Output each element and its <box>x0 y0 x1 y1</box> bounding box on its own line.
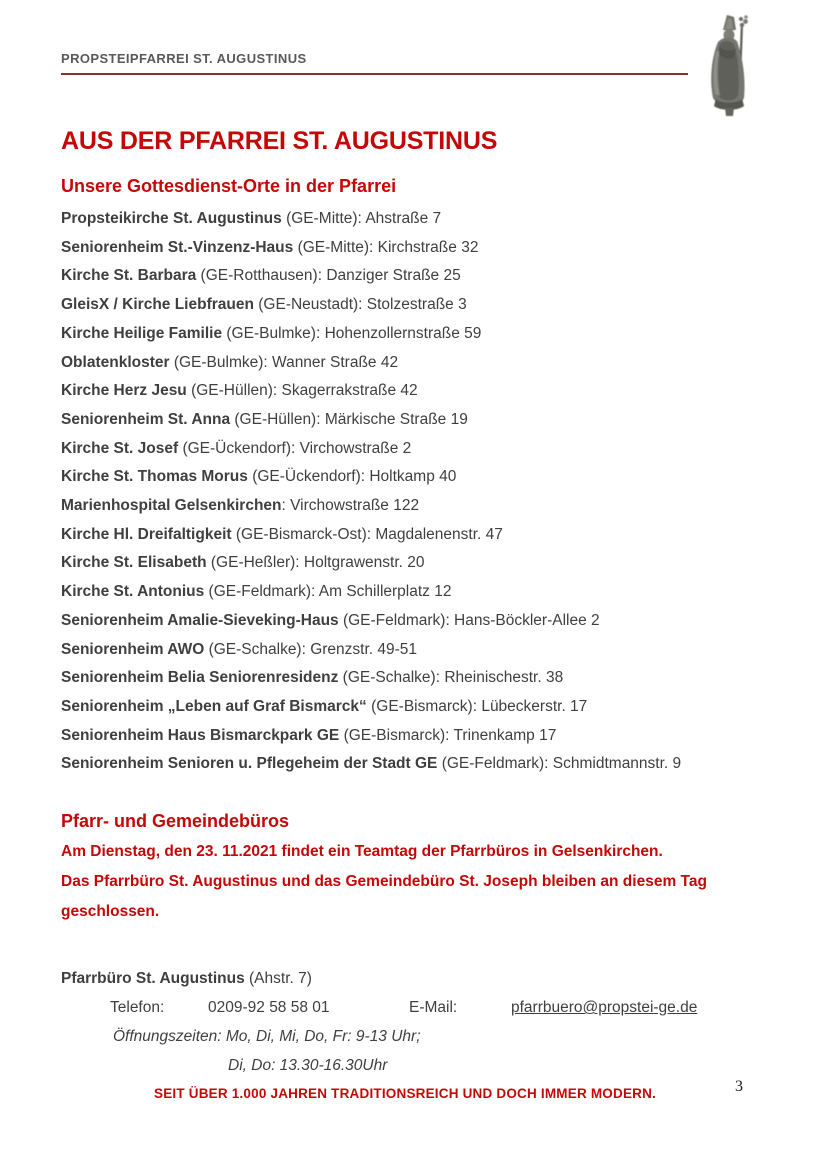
location-detail: (GE-Bulmke): Hohenzollernstraße 59 <box>222 324 482 342</box>
page-content <box>61 0 751 1080</box>
location-detail: (GE-Feldmark): Am Schillerplatz 12 <box>204 583 452 601</box>
header-brand: PROPSTEIPFARREI ST. AUGUSTINUS <box>61 51 307 66</box>
notice-line: geschlossen. <box>61 903 160 921</box>
location-detail: (GE-Hüllen): Skagerrakstraße 42 <box>186 382 418 400</box>
location-item <box>61 262 751 291</box>
location-item <box>61 607 751 636</box>
location-detail: (GE-Mitte): Ahstraße 7 <box>281 210 442 227</box>
phone-number: 0209-92 58 58 01 <box>208 999 330 1017</box>
location-detail: (GE-Neustadt): Stolzestraße 3 <box>253 296 467 314</box>
office-contact-block <box>61 964 751 1080</box>
location-name: Kirche Hl. Dreifaltigkeit <box>61 525 232 543</box>
notice-line: Am Dienstag, den 23. 11.2021 findet ein Teamtag der Pfarrbüros in Gelsenkirchen. <box>61 843 663 861</box>
office-name-row <box>61 964 751 993</box>
office-contact-row <box>61 993 751 1022</box>
location-name: Marienhospital Gelsenkirchen <box>61 497 282 515</box>
location-detail: (GE-Heßler): Holtgrawenstr. 20 <box>206 554 425 572</box>
email-link[interactable]: pfarrbuero@propstei-ge.de <box>511 999 698 1017</box>
location-name: Seniorenheim St. Anna <box>61 410 231 428</box>
location-name: Seniorenheim Amalie-Sieveking-Haus <box>61 611 339 629</box>
location-detail: (GE-Rotthausen): Danziger Straße 25 <box>196 267 461 285</box>
location-detail: (GE-Ückendorf): Virchowstraße 2 <box>178 439 412 457</box>
office-name: Pfarrbüro St. Augustinus <box>61 970 245 988</box>
page-number: 3 <box>735 1078 743 1095</box>
location-item <box>61 549 751 578</box>
location-detail: : Virchowstraße 122 <box>281 497 420 515</box>
office-closure-notice <box>61 837 751 927</box>
location-item <box>61 693 751 722</box>
location-item <box>61 349 751 378</box>
location-name: Seniorenheim Haus Bismarckpark GE <box>61 726 340 744</box>
location-item <box>61 492 751 521</box>
location-name: Kirche St. Elisabeth <box>61 554 207 572</box>
location-name: Kirche St. Antonius <box>61 583 205 601</box>
location-item <box>61 320 751 349</box>
location-name: Seniorenheim „Leben auf Graf Bismarck“ <box>61 697 367 715</box>
worship-section-heading: Unsere Gottesdienst-Orte in der Pfarrei <box>61 176 397 196</box>
location-name: Seniorenheim Senioren u. Pflegeheim der Stadt GE <box>61 755 438 773</box>
location-name: Kirche St. Barbara <box>61 267 197 285</box>
location-name: Seniorenheim AWO <box>61 640 205 658</box>
location-item <box>61 205 751 234</box>
location-detail: (GE-Bismarck): Lübeckerstr. 17 <box>366 697 588 715</box>
location-detail: (GE-Schalke): Grenzstr. 49-51 <box>204 640 418 658</box>
location-item <box>61 636 751 665</box>
location-item <box>61 406 751 435</box>
location-item <box>61 463 751 492</box>
location-detail: (GE-Schalke): Rheinischestr. 38 <box>338 669 564 687</box>
location-detail: (GE-Ückendorf): Holtkamp 40 <box>247 468 457 486</box>
location-detail: (GE-Bismarck): Trinenkamp 17 <box>339 726 557 744</box>
phone-label: Telefon: <box>110 999 165 1017</box>
page-title: AUS DER PFARREI ST. AUGUSTINUS <box>61 127 498 155</box>
location-item <box>61 435 751 464</box>
location-name: Oblatenkloster <box>61 353 170 371</box>
office-hours-line-2: Di, Do: 13.30-16.30Uhr <box>228 1057 388 1075</box>
location-item <box>61 291 751 320</box>
offices-section-heading: Pfarr- und Gemeindebüros <box>61 811 290 832</box>
location-item <box>61 521 751 550</box>
office-address: (Ahstr. 7) <box>244 970 312 988</box>
location-item <box>61 664 751 693</box>
notice-line: Das Pfarrbüro St. Augustinus und das Gemeindebüro St. Joseph bleiben an diesem Tag <box>61 873 707 891</box>
location-name: Seniorenheim Belia Seniorenresidenz <box>61 669 339 687</box>
location-detail: (GE-Bulmke): Wanner Straße 42 <box>169 353 399 371</box>
location-item <box>61 578 751 607</box>
location-detail: (GE-Bismarck-Ost): Magdalenenstr. 47 <box>231 525 503 543</box>
email-label: E-Mail: <box>409 999 458 1017</box>
location-name: Kirche Herz Jesu <box>61 382 187 400</box>
office-hours-line-1: Öffnungszeiten: Mo, Di, Mi, Do, Fr: 9-13 Uhr; <box>113 1028 421 1046</box>
document-header <box>61 50 688 75</box>
location-name: Kirche Heilige Familie <box>61 324 223 342</box>
location-detail: (GE-Feldmark): Hans-Böckler-Allee 2 <box>338 611 600 629</box>
location-name: Kirche St. Josef <box>61 439 179 457</box>
footer-slogan: SEIT ÜBER 1.000 JAHREN TRADITIONSREICH UND DOCH IMMER MODERN. <box>154 1086 656 1101</box>
worship-locations-list <box>61 205 751 779</box>
location-item <box>61 750 751 779</box>
location-name: Seniorenheim St.-Vinzenz-Haus <box>61 238 294 256</box>
location-name: Kirche St. Thomas Morus <box>61 468 248 486</box>
location-name: Propsteikirche St. Augustinus <box>61 210 282 227</box>
location-detail: (GE-Hüllen): Märkische Straße 19 <box>230 410 468 428</box>
location-detail: (GE-Feldmark): Schmidtmannstr. 9 <box>437 755 682 773</box>
location-item <box>61 234 751 263</box>
location-detail: (GE-Mitte): Kirchstraße 32 <box>293 238 479 256</box>
location-item <box>61 722 751 751</box>
location-item <box>61 377 751 406</box>
location-name: GleisX / Kirche Liebfrauen <box>61 296 254 314</box>
